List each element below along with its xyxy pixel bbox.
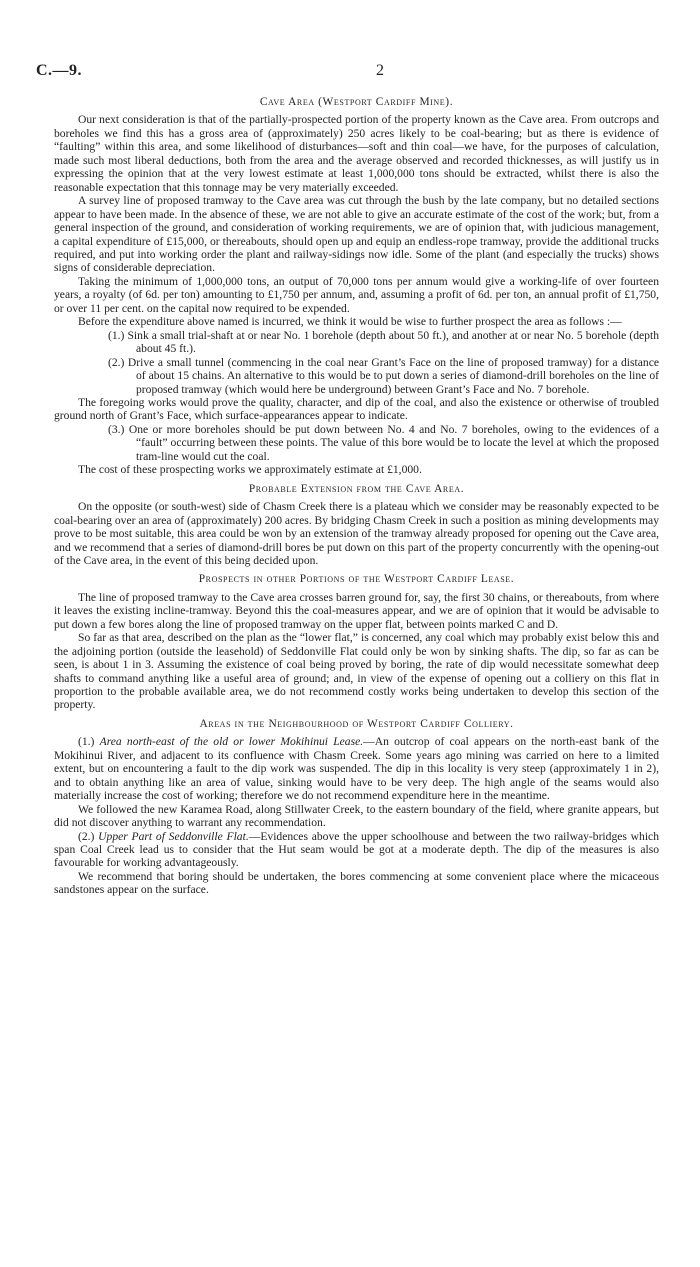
page-number: 2 — [376, 62, 384, 79]
paragraph — [54, 830, 659, 870]
paragraph: Taking the minimum of 1,000,000 tons, an output of 70,000 tons per annum would give a working-life of over fourteen years, a royalty (of 6d. per ton) amounting to £1,750 per annum, and, assuming a profit of 6d. per ton, an annual profit of £1,750, or over 11 per cent. on the capital now required to be expended. — [54, 274, 659, 315]
item-number: (2.) — [78, 829, 99, 843]
paragraph: Before the expenditure above named is incurred, we think it would be wise to further prospect the area as follows :— — [78, 315, 622, 329]
paragraph: We recommend that boring should be undertaken, the bores commencing at some convenient place where the micaceous sandstones appear on the surface. — [54, 869, 659, 897]
italic-subheading: Upper Part of Seddonville Flat. — [98, 829, 249, 843]
paragraph — [54, 735, 659, 802]
page-header — [36, 62, 666, 82]
list-item: (3.) One or more boreholes should be put down between No. 4 and No. 7 boreholes, owing to the evidences of a “fault” occurring between these points. The value of this bore would be to locate the level at which the proposed tram-line would cut the coal. — [108, 422, 659, 463]
paragraph: The cost of these prospecting works we approximately estimate at £1,000. — [78, 463, 422, 477]
list-item: (1.) Sink a small trial-shaft at or near No. 1 borehole (depth about 50 ft.), and another at or near No. 5 borehole (depth about 45 ft.). — [108, 328, 659, 356]
paragraph: On the opposite (or south-west) side of Chasm Creek there is a plateau which we consider may be reasonably expected to be coal-bearing over an area of (approximately) 200 acres. By bridging Chasm Creek in such a position as mining developments may prove to be most suitable, this area could be won by an extension of the tramway already proposed for opening out the Cave area, and we recommend that a series of diamond-drill bores be put down on this part of the property concurrently with the opening-out of the Cave area, in the event of this being decided upon. — [54, 500, 659, 567]
document-body — [54, 96, 659, 897]
paper-reference: C.—9. — [36, 62, 83, 79]
italic-subheading: Area north-east of the old or lower Mokihinui Lease. — [99, 735, 364, 749]
paragraph: We followed the new Karamea Road, along Stillwater Creek, to the eastern boundary of the field, where granite appears, but did not discover anything to warrant any recommendation. — [54, 802, 659, 830]
paragraph: A survey line of proposed tramway to the Cave area was cut through the bush by the late company, but no detailed sections appear to have been made. In the absence of these, we are not able to give an accurate estimate of the cost of the work; but, from a general inspection of the ground, and consideration of working requirements, we are of opinion that, with judicious management, a capital expenditure of £15,000, or thereabouts, should open up and equip an endless-rope tramway, provide the additional trucks required, and put into working order the plant and railway-sidings now idle. Some of the plant (and especially the trucks) shows signs of considerable depreciation. — [54, 194, 659, 275]
paragraph: The line of proposed tramway to the Cave area crosses barren ground for, say, the first 30 chains, or thereabouts, from where it leaves the existing incline-tramway. Beyond this the coal-measures appear, and we are of opinion that it would be advisable to put down a few bores along the line of proposed tramway on the upper flat, between points marked C and D. — [54, 590, 659, 631]
section-heading: Probable Extension from the Cave Area. — [248, 482, 465, 495]
section-heading: Prospects in other Portions of the Westport Cardiff Lease. — [198, 573, 515, 586]
paragraph: The foregoing works would prove the quality, character, and dip of the coal, and also the existence or otherwise of troubled ground north of Grant’s Face, which surface-appearances appear to indicate. — [54, 395, 659, 423]
list-item: (2.) Drive a small tunnel (commencing in the coal near Grant’s Face on the line of proposed tramway) for a distance of about 15 chains. An alternative to this would be to put down a series of diamond-drill boreholes on the line of proposed tramway (which would here be underground) between Grant’s Face and No. 7 borehole. — [108, 355, 659, 396]
paragraph-text: —An outcrop of coal appears on the north-east bank of the Mokihinui River, and adjacent to its confluence with Chasm Creek. Some years ago mining was carried on here to a limited extent, but on encountering a fault to the dip work was suspended. The dip in this locality is very steep (approximately 1 in 2), and to obtain anything like an area of value, sinking would have to be very deep. The high angle of the seams would also materially increase the cost of working; therefore we do not recommend expenditure here in the meantime. — [54, 735, 659, 803]
item-number: (1.) — [78, 735, 100, 749]
paragraph-text: —Evidences above the upper schoolhouse and between the two railway-bridges which span Coal Creek lead us to consider that the Hut seam would be got at a moderate depth. The dip of the measures is also favourable for working advantageously. — [54, 829, 659, 870]
paragraph: Our next consideration is that of the partially-prospected portion of the property known as the Cave area. From outcrops and boreholes we find this has a gross area of (approximately) 250 acres likely to be coal-bearing; but as there is evidence of “faulting” within this area, and some likelihood of disturbances—soft and thin coal—we have, for the purposes of calculation, made such most liberal deductions, both from the area and the average observed and recorded thicknesses, as will justify us in expressing the opinion that at the very lowest estimate at least 1,000,000 tons should be extracted, whilst there is also the reasonable expectation that this tonnage may be very materially exceeded. — [54, 113, 659, 194]
section-heading: Areas in the Neighbourhood of Westport Cardiff Colliery. — [199, 717, 514, 730]
paragraph: So far as that area, described on the plan as the “lower flat,” is concerned, any coal which may probably exist below this and the adjoining portion (outside the leasehold) of Seddonville Flat could only be won by sinking shafts. The dip, so far as can be seen, is about 1 in 3. Assuming the existence of coal being proved by boring, the rate of dip would necessitate somewhat deep shafts to command anything like a useful area of ground; and, in view of the expense of opening out a colliery on this flat in proportion to the probable available area, we do not recommend costly works being undertaken to develop this section of the property. — [54, 631, 659, 712]
section-heading: Cave Area (Westport Cardiff Mine). — [259, 96, 454, 108]
